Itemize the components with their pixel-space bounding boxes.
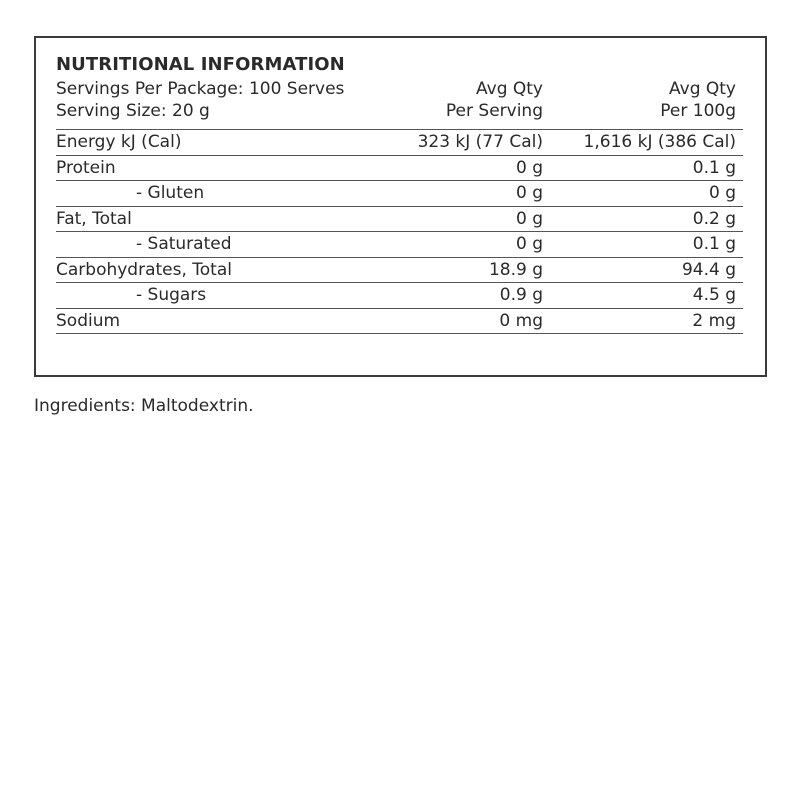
- per-serving: 0 g: [515, 208, 543, 229]
- per-100g: 4.5 g: [692, 285, 736, 305]
- per-100g: 0.2 g: [692, 208, 736, 229]
- nutrient-name: Carbohydrates, Total: [56, 259, 232, 280]
- per-100g: 0.1 g: [692, 234, 736, 254]
- nutrient-name: - Sugars: [136, 285, 207, 305]
- table-row: [56, 207, 743, 233]
- per-serving: 0 mg: [499, 310, 543, 331]
- nutrient-name: Protein: [56, 157, 116, 178]
- table-row: [56, 156, 743, 182]
- table-row: [56, 258, 743, 284]
- header-row: [56, 78, 743, 130]
- per-100g: 0 g: [708, 183, 736, 203]
- per-serving: 0.9 g: [499, 285, 543, 305]
- nutrient-name: Sodium: [56, 310, 121, 331]
- nutrient-name: - Gluten: [136, 183, 205, 203]
- table-row: [56, 309, 743, 335]
- nutrient-name: Energy kJ (Cal): [56, 132, 182, 152]
- nutrition-panel: [34, 36, 767, 377]
- per-serving: 0 g: [515, 234, 543, 254]
- per-serving: 0 g: [515, 183, 543, 203]
- per-100g: 94.4 g: [681, 259, 736, 280]
- col-100g-line2: Per 100g: [660, 101, 736, 121]
- col-serving-line2: Per Serving: [445, 101, 543, 121]
- per-serving: 18.9 g: [488, 259, 543, 280]
- table-row: [56, 283, 743, 309]
- per-serving: 323 kJ (77 Cal): [417, 132, 543, 152]
- panel-title: NUTRITIONAL INFORMATION: [56, 54, 345, 75]
- per-100g: 2 mg: [692, 310, 736, 331]
- table-row: [56, 232, 743, 258]
- nutrient-name: Fat, Total: [56, 208, 132, 229]
- table-row: [56, 181, 743, 207]
- ingredients-text: Ingredients: Maltodextrin.: [34, 396, 254, 416]
- per-100g: 1,616 kJ (386 Cal): [583, 132, 736, 152]
- nutrient-name: - Saturated: [136, 234, 232, 254]
- servings-per-package: Servings Per Package: 100 Serves: [56, 79, 345, 99]
- serving-size: Serving Size: 20 g: [56, 101, 210, 121]
- per-serving: 0 g: [515, 157, 543, 178]
- col-100g-line1: Avg Qty: [669, 79, 736, 99]
- col-serving-line1: Avg Qty: [476, 79, 543, 99]
- table-row: [56, 130, 743, 156]
- per-100g: 0.1 g: [692, 157, 736, 178]
